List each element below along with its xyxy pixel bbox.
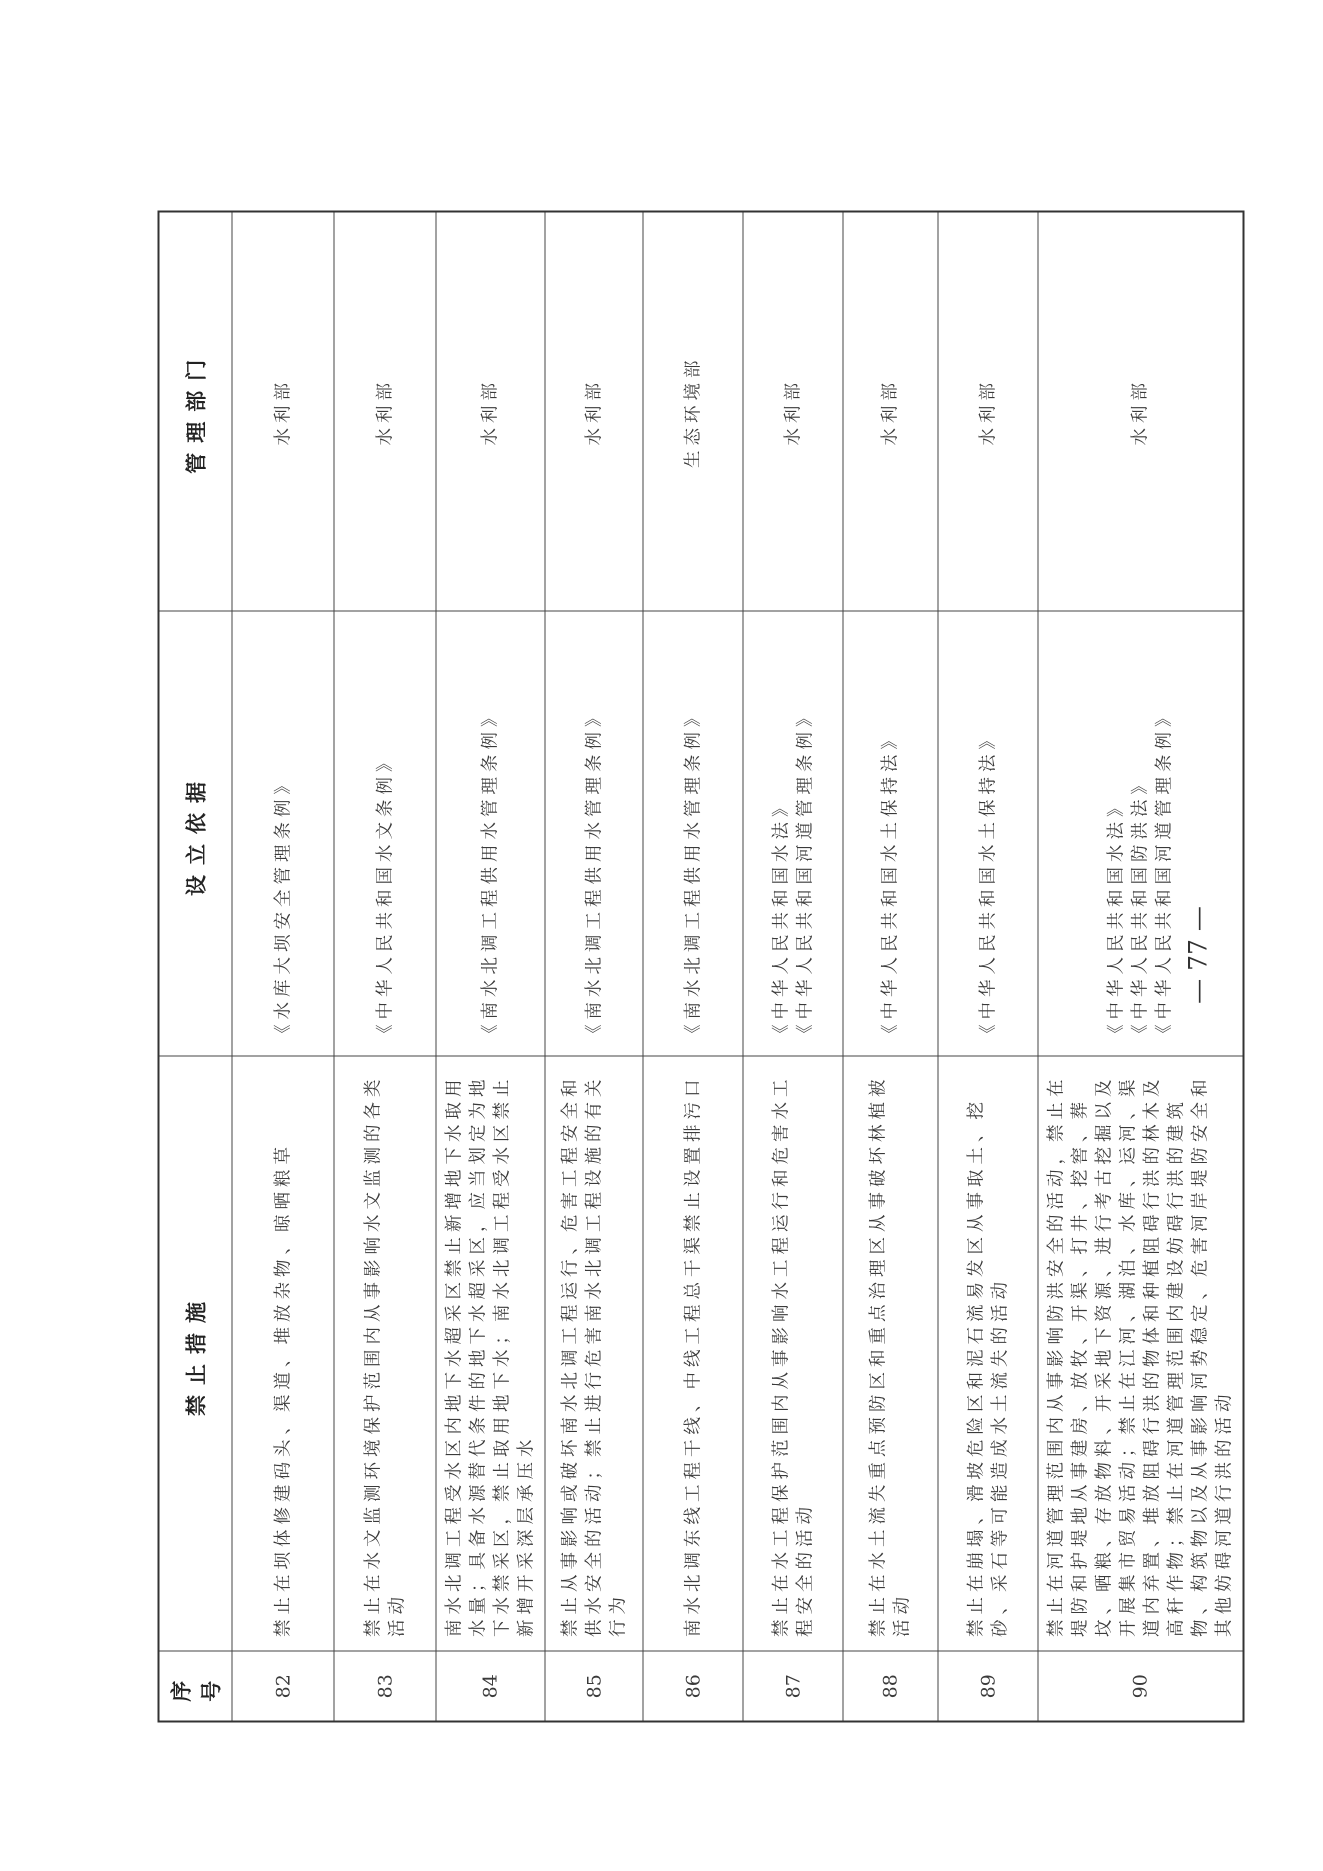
row-dept: 水利部 [334, 212, 436, 612]
table-header-row [159, 212, 233, 1722]
row-measure: 禁止在水土流失重点预防区和重点治理区从事破坏林植被活动 [843, 1057, 938, 1652]
basis-line: 《中华人民共和国水土保持法》 [880, 727, 901, 1042]
basis-line: 《中华人民共和国水文条例》 [375, 749, 395, 1042]
table-row [334, 212, 436, 1722]
row-dept: 水利部 [843, 212, 938, 612]
basis-line: 《中华人民共和国水法》 [1106, 794, 1127, 1042]
basis-line: 《中华人民共和国水土保持法》 [978, 727, 998, 1042]
page-number [1168, 900, 1228, 1010]
header-basis: 设立依据 [159, 612, 233, 1057]
row-basis [436, 612, 545, 1057]
table-row [545, 212, 643, 1722]
row-basis [232, 612, 334, 1057]
table-row [743, 212, 843, 1722]
basis-line: 《中华人民共和国水法》 [771, 794, 791, 1042]
header-measure: 禁止措施 [159, 1057, 233, 1652]
row-basis [643, 612, 743, 1057]
row-seq: 83 [334, 1652, 436, 1722]
header-seq: 序号 [159, 1652, 233, 1722]
basis-line: 《南水北调工程供用水管理条例》 [584, 704, 604, 1042]
row-seq: 89 [938, 1652, 1038, 1722]
table-row [843, 212, 938, 1722]
table-body [232, 212, 1244, 1722]
row-seq: 82 [232, 1652, 334, 1722]
row-basis [938, 612, 1038, 1057]
row-dept: 生态环境部 [643, 212, 743, 612]
header-dept: 管理部门 [159, 212, 233, 612]
basis-line: 《南水北调工程供用水管理条例》 [480, 704, 501, 1042]
row-seq: 90 [1038, 1652, 1244, 1722]
row-basis [545, 612, 643, 1057]
row-measure: 禁止在水工程保护范围内从事影响水工程运行和危害水工程安全的活动 [743, 1057, 843, 1652]
basis-line: 《中华人民共和国河道管理条例》 [1154, 704, 1175, 1042]
table-row [232, 212, 334, 1722]
row-measure: 南水北调工程受水区内地下水超采区禁止新增地下水取用水量；具备水源替代条件的地下水超采区，应当划定为地下水禁采区，禁止取用地下水；南水北调工程受水区禁止新增开采深层承压水 [436, 1057, 545, 1652]
row-seq: 87 [743, 1652, 843, 1722]
row-measure: 禁止在水文监测环境保护范围内从事影响水文监测的各类活动 [334, 1057, 436, 1652]
basis-line: 《中华人民共和国防洪法》 [1130, 772, 1151, 1042]
row-dept: 水利部 [743, 212, 843, 612]
prohibition-table [158, 211, 1245, 1723]
row-dept: 水利部 [938, 212, 1038, 612]
row-basis [743, 612, 843, 1057]
row-basis [843, 612, 938, 1057]
table-row [938, 212, 1038, 1722]
row-seq: 86 [643, 1652, 743, 1722]
row-measure: 禁止在崩塌、滑坡危险区和泥石流易发区从事取土、挖砂、采石等可能造成水土流失的活动 [938, 1057, 1038, 1652]
row-measure: 禁止在坝体修建码头、渠道、堆放杂物、晾晒粮草 [232, 1057, 334, 1652]
basis-line: 《南水北调工程供用水管理条例》 [683, 704, 703, 1042]
table-row [436, 212, 545, 1722]
row-seq: 88 [843, 1652, 938, 1722]
row-measure: 南水北调东线工程干线、中线工程总干渠禁止设置排污口 [643, 1057, 743, 1652]
basis-line: 《中华人民共和国河道管理条例》 [795, 704, 815, 1042]
row-dept: 水利部 [1038, 212, 1244, 612]
row-seq: 84 [436, 1652, 545, 1722]
row-dept: 水利部 [436, 212, 545, 612]
table-row [643, 212, 743, 1722]
page-number-text: — 77 — [1183, 906, 1213, 1004]
row-basis [334, 612, 436, 1057]
row-dept: 水利部 [232, 212, 334, 612]
row-seq: 85 [545, 1652, 643, 1722]
row-measure: 禁止在河道管理范围内从事影响防洪安全的活动，禁止在堤防和护堤地从事建房、放牧、开渠、打井、挖窖、葬坟、晒粮、存放物料、开采地下资源、进行考古挖掘以及开展集市贸易活动；禁止在江河、湖泊、水库、运河、渠道内弃置、堆放阻碍行洪的物体和种植阻碍行洪的林木及高秆作物；禁止在河道管理范围内建设妨碍行洪的建筑物、构筑物以及从事影响河势稳定、危害河岸堤防安全和其他妨碍河道行洪的活动 [1038, 1057, 1244, 1652]
row-dept: 水利部 [545, 212, 643, 612]
row-measure: 禁止从事影响或破坏南水北调工程运行、危害工程安全和供水安全的活动；禁止进行危害南水北调工程设施的有关行为 [545, 1057, 643, 1652]
basis-line: 《水库大坝安全管理条例》 [273, 772, 293, 1042]
